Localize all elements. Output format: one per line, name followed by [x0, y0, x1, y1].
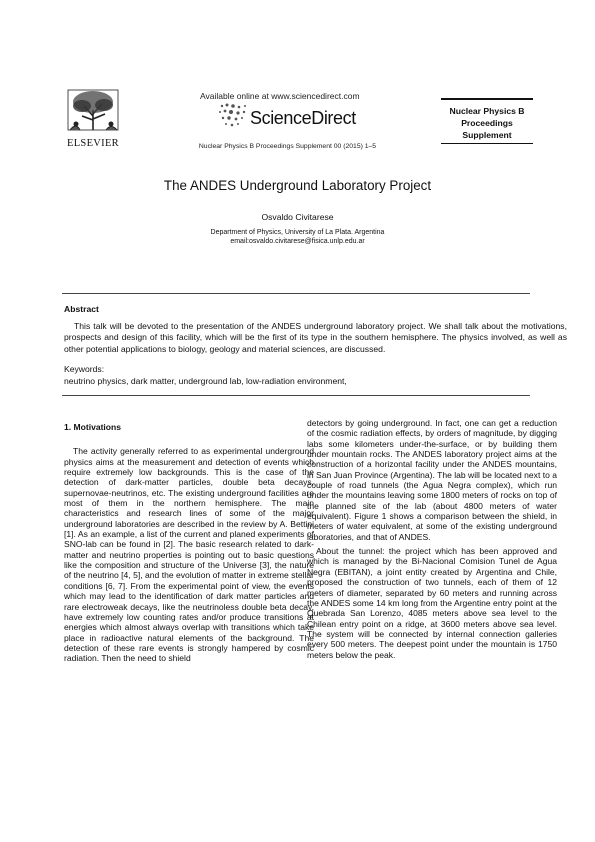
- available-online-text: Available online at www.sciencedirect.com: [200, 91, 360, 101]
- author-name: Osvaldo Civitarese: [261, 212, 334, 222]
- body-paragraph: About the tunnel: the project which has been approved and which is managed by the Bi-Nacional Comision Tunel de Agua Negra (EBITAN), a joint entity created by Argentina and Chile, proposed the construction of two tunnels, each of them of 12 meters of diameter, separated by 60 meters and running across the ANDES some 14 km long from the Argentine entry point at the Quebrada San Lorenzo, 4085 meters above sea level to the Chilean entry point on a ridge, at 3600 meters above sea level. The system will be connected by internal connection galleries every 500 meters. The deepest point under the mountain is 1750 meters below the peak.: [307, 546, 557, 660]
- keywords-heading: Keywords:: [64, 364, 105, 374]
- journal-box-line: Proceedings: [461, 118, 513, 128]
- left-column: [64, 418, 314, 664]
- journal-citation: [0, 143, 595, 150]
- section-heading: 1. Motivations: [64, 422, 121, 432]
- divider-top: [62, 293, 530, 294]
- body-paragraph: The activity generally referred to as experimental underground physics aims at the measurement and detection of events which require extremely low backgrounds. This is the case of the detection of dark-matter particles, double beta decays, supernovae-neutrinos, etc. The existing underground facilities are most of them in the northern hemisphere. The main characteristics and research lines of some of the major underground laboratories are described in the review by A. Bettini [1]. As an example, a list of the current and planed experiments of SNO-lab can be found in [2]. The basic research related to dark-matter and neutrino properties is pointing out to basic questions like the composition and structure of the Universe [3], the nature of the neutrino [4, 5], and the evolution of matter in extreme stellar conditions [6, 7]. From the experimental point of view, the events which may lead to the identification of dark matter particles and rare electroweak decays, like the neutrinoless double beta decay, have extremely low counting rates and/or produce transitions at energies which almost always overlap with transitions which take place in radioactive natural elements of the background. The detection of these rare events is strongly hampered by cosmic radiation. Then the need to shield: [64, 446, 314, 664]
- elsevier-logo: [62, 86, 128, 150]
- right-column: [307, 418, 557, 660]
- divider-bottom: [62, 395, 530, 396]
- sciencedirect-logo: [216, 100, 366, 130]
- elsevier-wordmark: ELSEVIER: [67, 138, 119, 149]
- elsevier-tree-icon: [62, 86, 124, 138]
- affiliation: Department of Physics, University of La Plata. Argentina: [210, 229, 385, 236]
- paper-title: The ANDES Underground Laboratory Project: [163, 178, 432, 193]
- abstract-text: This talk will be devoted to the presentation of the ANDES underground laboratory project. We shall talk about the motivations, prospects and design of this facility, which will be the first of its type in the southern hemisphere. The physics involved, as well as other potential applications to biology, geology and material sciences, are discussed.: [64, 321, 567, 354]
- keywords-text: neutrino physics, dark matter, underground lab, low-radiation environment,: [64, 376, 347, 386]
- journal-citation-text: Nuclear Physics B Proceedings Supplement 00 (2015) 1–5: [198, 143, 377, 150]
- sciencedirect-name: ScienceDirect: [250, 108, 356, 128]
- author-email: email:osvaldo.civitarese@fisica.unlp.edu.ar: [230, 238, 365, 245]
- journal-box-line: Nuclear Physics B: [449, 106, 525, 116]
- abstract-heading: Abstract: [64, 304, 99, 314]
- body-paragraph: detectors by going underground. In fact, one can get a reduction of the cosmic radiation effects, by orders of magnitude, by digging labs some kilometers under-the-surface, or by building them under mountain rocks. The ANDES laboratory project aims at the construction of a horizontal facility under the ANDES mountains, in San Juan Province (Argentina). The lab will be located next to a couple of road tunnels (the Agua Negra complex), which run under the mountains leaving some 1800 meters of rocks on top of the planned site of the lab (about 4800 meters of water equivalent). Figure 1 shows a comparison between the shield, in meters of water equivalent, at some of the existing underground laboratories, and that of ANDES.: [307, 418, 557, 542]
- sciencedirect-dots-icon: [216, 102, 250, 130]
- journal-box-line: Supplement: [462, 130, 512, 140]
- journal-name-box: [441, 98, 533, 144]
